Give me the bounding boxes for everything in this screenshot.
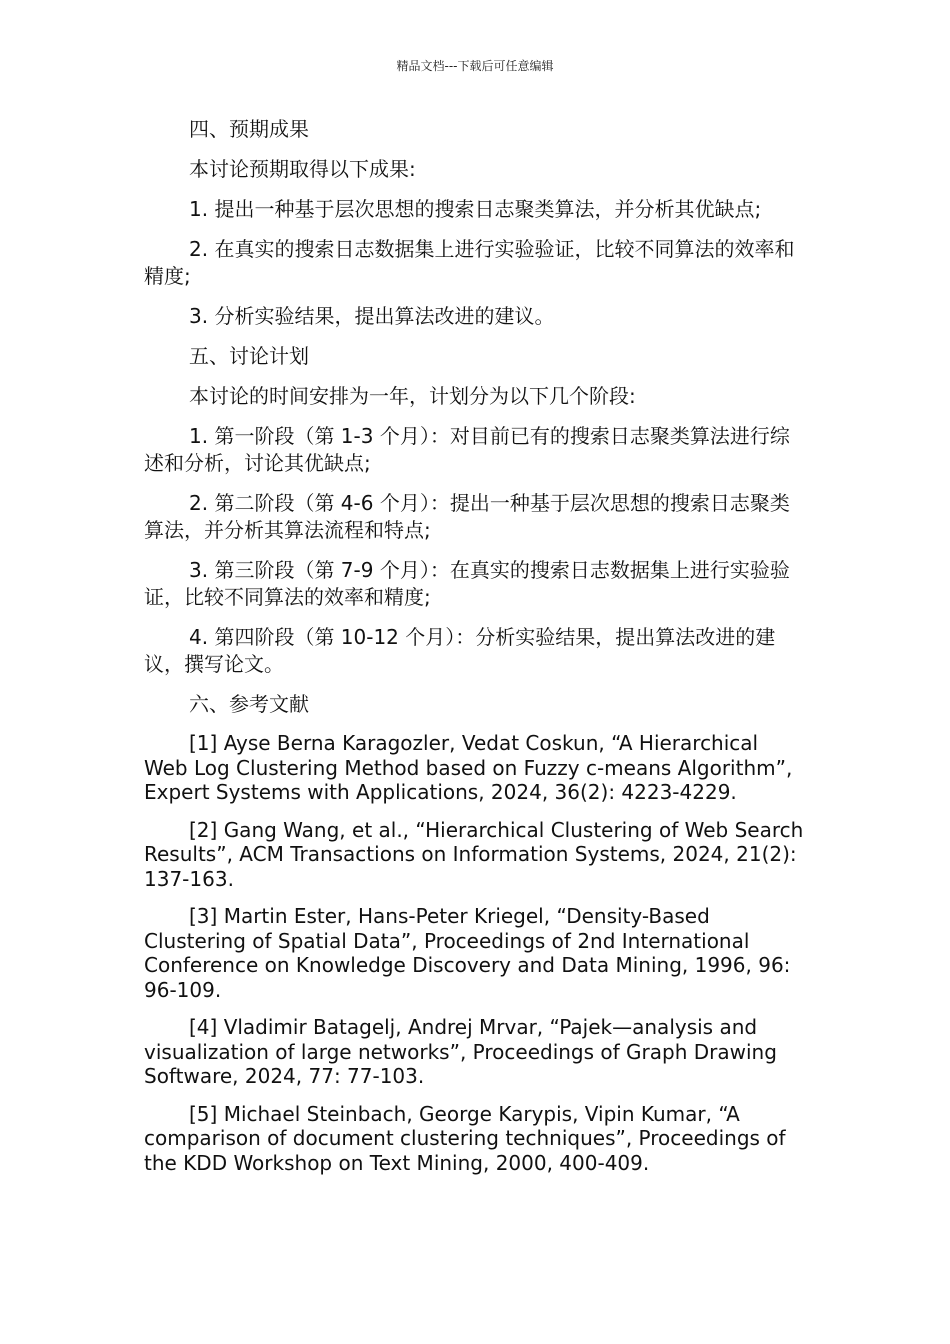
results-item: 2. 在真实的搜索日志数据集上进行实验验证，比较不同算法的效率和精度; [144, 237, 795, 288]
document-body [144, 116, 806, 1188]
results-intro: 本讨论预期取得以下成果: [189, 157, 416, 181]
reference-item: [1] Ayse Berna Karagozler, Vedat Coskun, “A Hierarchical Web Log Clustering Method based on Fuzzy c-means Algorithm”, Expert Systems with Applications, 2024, 36(2): 4223-4229. [144, 731, 793, 804]
plan-item: 4. 第四阶段（第 10-12 个月）：分析实验结果，提出算法改进的建议，撰写论文。 [144, 625, 776, 676]
plan-item: 3. 第三阶段（第 7-9 个月）：在真实的搜索日志数据集上进行实验验证，比较不同算法的效率和精度; [144, 558, 790, 609]
section-heading-references: 六、参考文献 [189, 692, 309, 716]
page-header-note: 精品文档---下载后可任意编辑 [396, 59, 554, 73]
reference-item: [4] Vladimir Batagelj, Andrej Mrvar, “Pajek—analysis and visualization of large networks”, Proceedings of Graph Drawing Software, 2024, 77: 77-103. [144, 1015, 777, 1088]
section-heading-plan: 五、讨论计划 [189, 344, 309, 368]
section-heading-results: 四、预期成果 [189, 117, 309, 141]
plan-item: 2. 第二阶段（第 4-6 个月）：提出一种基于层次思想的搜索日志聚类算法，并分析其算法流程和特点; [144, 491, 790, 542]
results-item: 1. 提出一种基于层次思想的搜索日志聚类算法，并分析其优缺点; [189, 197, 762, 221]
reference-item: [3] Martin Ester, Hans-Peter Kriegel, “Density-Based Clustering of Spatial Data”, Proceedings of 2nd International Conference on Knowledge Discovery and Data Mining, 1996, 96: 96-109. [144, 904, 791, 1002]
results-item: 3. 分析实验结果，提出算法改进的建议。 [189, 304, 555, 328]
plan-intro: 本讨论的时间安排为一年，计划分为以下几个阶段: [189, 384, 636, 408]
plan-item: 1. 第一阶段（第 1-3 个月）：对目前已有的搜索日志聚类算法进行综述和分析，讨论其优缺点; [144, 424, 790, 475]
reference-item: [2] Gang Wang, et al., “Hierarchical Clustering of Web Search Results”, ACM Transactions on Information Systems, 2024, 21(2): 137-163. [144, 817, 804, 891]
reference-item: [5] Michael Steinbach, George Karypis, Vipin Kumar, “A comparison of document clustering techniques”, Proceedings of the KDD Workshop on Text Mining, 2000, 400-409. [144, 1101, 786, 1175]
